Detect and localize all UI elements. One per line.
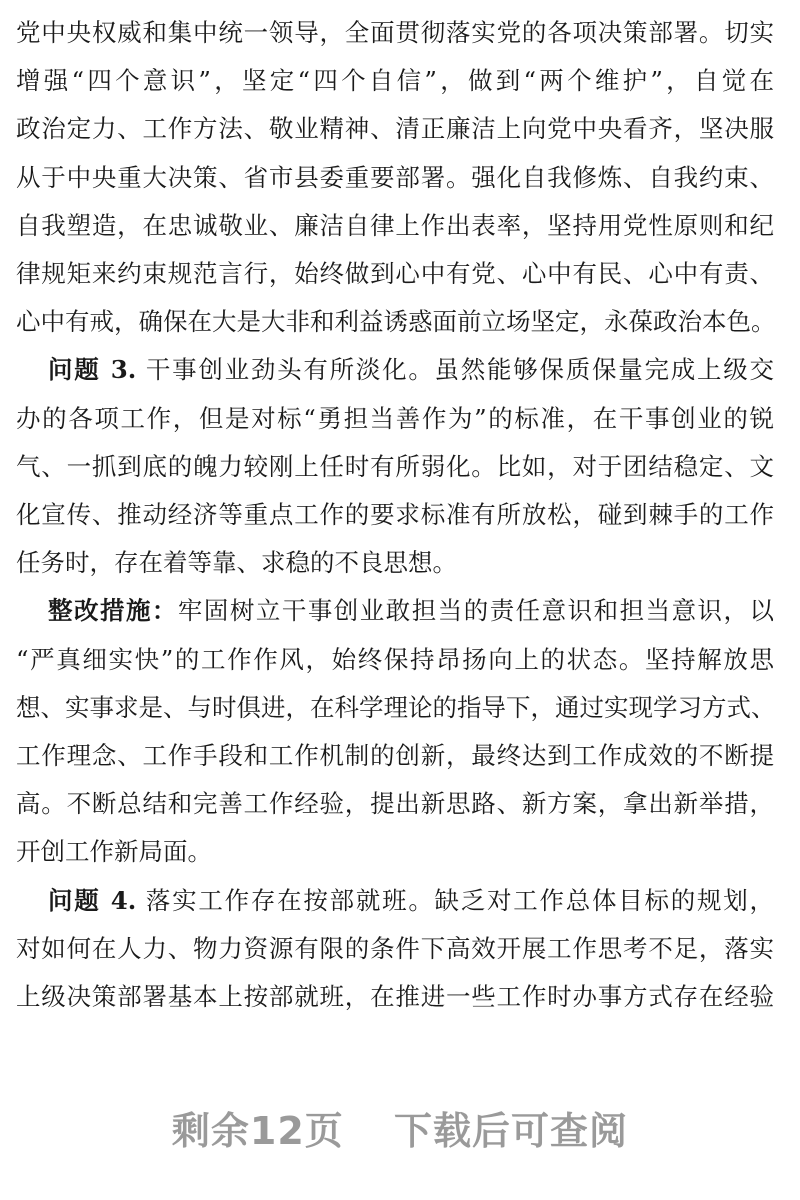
line-text: 化宣传、推动经济等重点工作的要求标准有所放松，碰到棘手的工作 (16, 500, 774, 529)
line-text: 开创工作新局面。 (16, 837, 212, 867)
line-text: 律规矩来约束规范言行，始终做到心中有党、心中有民、心中有责、 (16, 259, 774, 288)
text-line (16, 302, 774, 342)
line-text: 干事创业劲头有所淡化。虽然能够保质保量完成上级交 (136, 355, 774, 385)
text-line (16, 109, 774, 149)
line-text: 办的各项工作，但是对标“勇担当善作为”的标准，在干事创业的锐 (16, 403, 774, 433)
text-line (16, 640, 774, 680)
text-line (48, 350, 774, 390)
download-prompt[interactable] (0, 1100, 800, 1155)
line-text: 高。不断总结和完善工作经验，提出新思路、新方案，拿出新举措， (16, 789, 774, 819)
line-text: 政治定力、工作方法、敬业精神、清正廉洁上向党中央看齐，坚决服 (16, 114, 774, 144)
line-text: 自我塑造，在忠诚敬业、廉洁自律上作出表率，坚持用党性原则和纪 (16, 210, 774, 240)
line-text: 牢固树立干事创业敢担当的责任意识和担当意识，以 (177, 596, 775, 626)
line-text: 上级决策部署基本上按部就班，在推进一些工作时办事方式存在经验 (16, 982, 774, 1011)
text-line (16, 495, 774, 535)
remaining-pages-label: 剩余12页 (171, 1109, 344, 1153)
line-text: 工作理念、工作手段和工作机制的创新，最终达到工作成效的不断提 (16, 741, 774, 770)
line-text: 想、实事求是、与时俱进，在科学理论的指导下，通过实现学习方式、 (16, 692, 776, 722)
text-line (48, 591, 774, 631)
text-line (16, 832, 774, 872)
bold-heading: 问题 3. (48, 355, 137, 385)
line-text: “严真细实快”的工作作风，始终保持昂扬向上的状态。坚持解放思 (16, 644, 774, 674)
line-text: 增强“四个意识”，坚定“四个自信”，做到“两个维护”，自觉在 (16, 66, 774, 96)
line-text: 任务时，存在着等靠、求稳的不良思想。 (16, 548, 457, 578)
bold-heading: 问题 4. (48, 885, 137, 915)
text-line (16, 158, 774, 198)
text-line (16, 736, 774, 776)
text-line (16, 784, 774, 824)
text-line (16, 977, 774, 1017)
text-line (16, 929, 774, 969)
line-text: 对如何在人力、物力资源有限的条件下高效开展工作思考不足，落实 (16, 933, 774, 963)
text-line (16, 254, 774, 294)
text-line (16, 543, 774, 583)
text-line (16, 206, 774, 246)
text-line (16, 13, 774, 53)
text-line (16, 688, 774, 728)
text-line (16, 399, 774, 439)
bold-heading: 整改措施： (48, 596, 178, 626)
download-to-view-label[interactable]: 下载后可查阅 (394, 1109, 629, 1153)
line-text: 从于中央重大决策、省市县委重要部署。强化自我修炼、自我约束、 (16, 162, 774, 192)
text-line (16, 447, 774, 487)
line-text: 气、一抓到底的魄力较刚上任时有所弱化。比如，对于团结稳定、文 (16, 451, 774, 481)
text-line (48, 881, 774, 921)
line-text: 党中央权威和集中统一领导，全面贯彻落实党的各项决策部署。切实 (16, 18, 774, 47)
text-line (16, 61, 774, 101)
line-text: 落实工作存在按部就班。缺乏对工作总体目标的规划， (136, 885, 774, 915)
line-text: 心中有戒，确保在大是大非和利益诱惑面前立场坚定，永葆政治本色。 (16, 307, 776, 337)
